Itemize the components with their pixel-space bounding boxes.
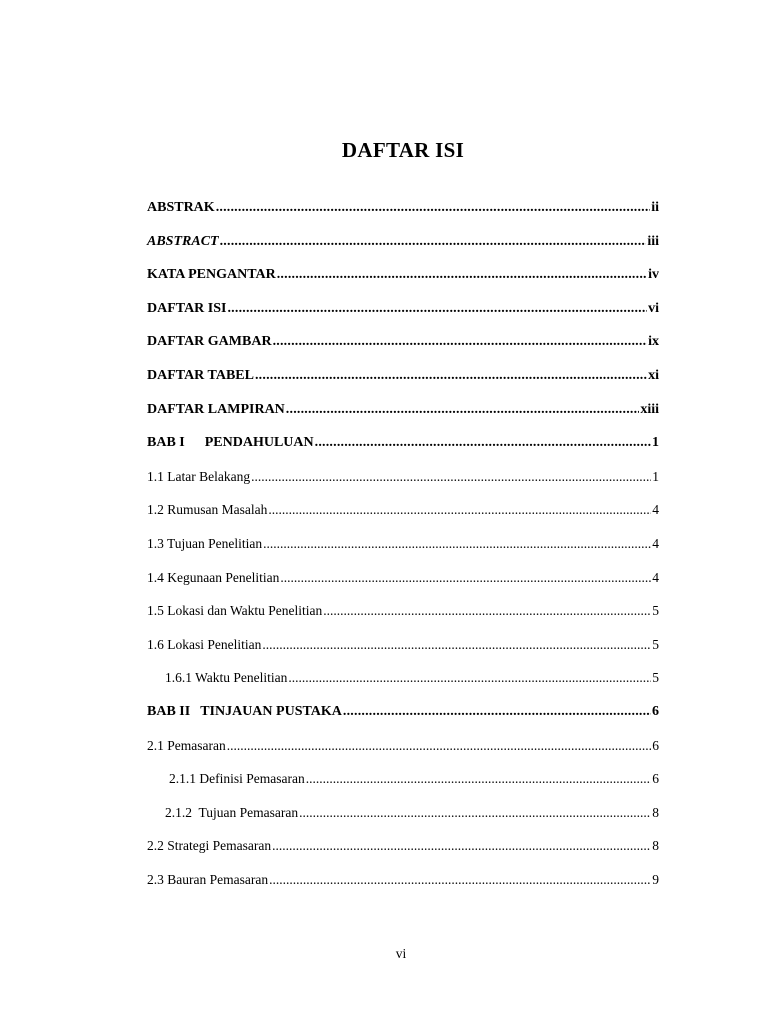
toc-entry-1-1 [147,465,659,499]
toc-entry-page: 5 [652,670,659,686]
toc-entry-kata-pengantar [147,263,659,297]
toc-entry-1-6-1 [147,666,659,700]
page-number: vi [395,946,407,961]
toc-entry-page: 1 [652,468,659,484]
toc-leader-dots [299,801,651,825]
toc-entry-label: 1.6 Lokasi Penelitian [147,636,262,652]
toc-entry-bab-1 [147,431,659,465]
toc-entry-page: xi [648,367,659,383]
toc-entry-label: 1.6.1 Waktu Penelitian [165,670,288,686]
toc-entry-page: 8 [652,804,659,820]
toc-entry-label: DAFTAR TABEL [147,367,254,383]
toc-entry-label: 2.2 Strategi Pemasaran [147,838,272,854]
toc-leader-dots [306,767,652,791]
toc-entry-bab-2 [147,700,659,734]
toc-leader-dots [255,364,647,388]
toc-entry-label: 2.1 Pemasaran [147,737,226,753]
toc-entry-label: 1.3 Tujuan Penelitian [147,535,263,551]
toc-leader-dots [227,297,647,321]
toc-entry-daftar-tabel [147,364,659,398]
toc-leader-dots [268,498,651,522]
toc-entry-page: ii [651,200,659,215]
toc-entry-label: 2.1.2 Tujuan Pemasaran [165,804,299,820]
toc-entry-label: 1.1 Latar Belakang [147,468,251,484]
toc-entry-2-3 [147,868,659,902]
toc-entry-daftar-isi [147,297,659,331]
page-title: DAFTAR ISI [341,138,465,162]
toc-entry-2-2 [147,834,659,868]
toc-leader-dots [227,734,652,758]
toc-entry-2-1-2 [147,801,659,835]
toc-entry-daftar-lampiran [147,398,659,432]
toc-entry-page: vi [648,300,659,316]
toc-leader-dots [216,196,651,220]
toc-entry-label: 1.5 Lokasi dan Waktu Penelitian [147,603,323,619]
toc-entry-1-5 [147,599,659,633]
toc-entry-page: 5 [652,603,659,619]
toc-entry-page: 9 [652,871,659,887]
toc-entry-page: 6 [652,737,659,753]
toc-leader-dots [251,465,651,489]
toc-entry-1-4 [147,566,659,600]
chapter-number: BAB I [147,435,185,451]
chapter-title: PENDAHULUAN [204,435,314,451]
toc-entry-label: ABSTRAK [147,200,215,215]
toc-entry-page: 4 [652,502,659,518]
toc-entry-1-3 [147,532,659,566]
toc-entry-1-6 [147,633,659,667]
toc-leader-dots [343,700,651,724]
toc-entry-label: 2.3 Bauran Pemasaran [147,871,269,887]
chapter-number: BAB II [147,703,191,719]
toc-leader-dots [273,330,648,354]
toc-entry-label: 1.4 Kegunaan Penelitian [147,569,280,585]
toc-leader-dots [272,834,651,858]
toc-leader-dots [269,868,651,892]
toc-leader-dots [286,398,640,422]
toc-entry-page: ix [648,334,659,350]
toc-entry-page: iv [648,267,659,283]
toc-entry-label: ABSTRACT [147,233,219,249]
toc-entry-daftar-gambar [147,330,659,364]
toc-entry-abstract [147,230,659,264]
toc-entry-label: DAFTAR ISI [147,300,227,316]
toc-entry-1-2 [147,498,659,532]
toc-entry-label: DAFTAR LAMPIRAN [147,401,285,417]
toc-entry-label [147,700,342,724]
toc-entry-page: 4 [652,569,659,585]
toc-entry-page: 4 [652,535,659,551]
toc-leader-dots [288,666,651,690]
toc-leader-dots [262,633,651,657]
toc-entry-2-1-1 [147,767,659,801]
toc-entry-page: 5 [652,636,659,652]
toc-leader-dots [277,263,647,287]
toc-entry-2-1 [147,734,659,768]
toc-leader-dots [280,566,651,590]
toc-leader-dots [315,431,651,455]
toc-entry-page: xiii [640,401,659,417]
toc-entry-page: 6 [652,771,659,787]
toc-leader-dots [220,230,647,254]
toc-entry-label: DAFTAR GAMBAR [147,334,272,350]
toc-leader-dots [263,532,651,556]
toc-entry-label: KATA PENGANTAR [147,267,276,283]
toc-entry-abstrak [147,196,659,230]
toc-entry-page: 8 [652,838,659,854]
table-of-contents [147,196,659,901]
chapter-title: TINJAUAN PUSTAKA [200,703,342,719]
toc-entry-label: 2.1.1 Definisi Pemasaran [169,771,305,787]
toc-leader-dots [323,599,651,623]
toc-entry-page: iii [647,233,659,249]
toc-entry-label [147,431,314,455]
toc-entry-page: 6 [652,703,659,719]
toc-entry-page: 1 [652,435,659,451]
toc-entry-label: 1.2 Rumusan Masalah [147,502,268,518]
